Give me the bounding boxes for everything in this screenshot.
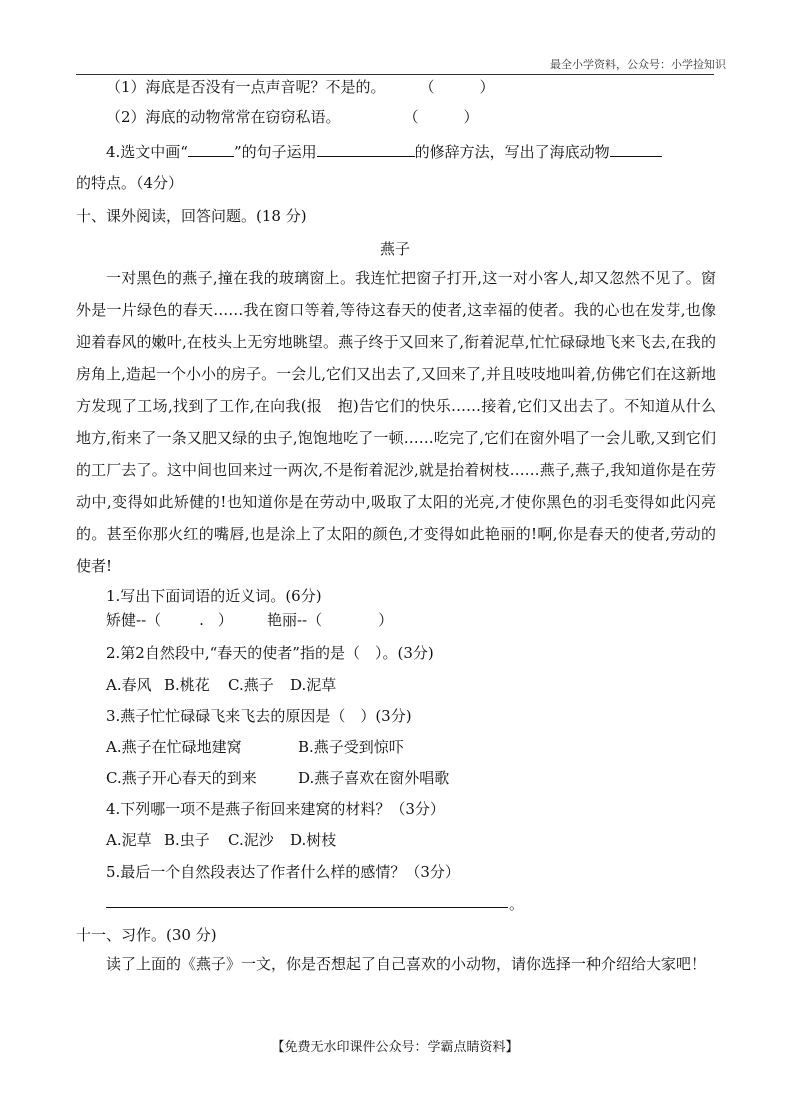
question-4-rhetoric: 4.选文中画“ ”的句子运用 的修辞方法，写出了海底动物 — [106, 142, 662, 162]
passage-title: 燕子 — [379, 240, 410, 258]
option-c[interactable]: C.泥沙 — [228, 831, 274, 849]
composition-prompt: 读了上面的《燕子》一文，你是否想起了自己喜欢的小动物，请你选择一种介绍给大家吧！ — [106, 955, 707, 973]
option-d[interactable]: D.树枝 — [290, 831, 337, 849]
section-10-heading: 十、课外阅读，回答问题。(18 分) — [76, 207, 307, 225]
answer-blank[interactable] — [188, 142, 234, 157]
option-b[interactable]: B.虫子 — [164, 831, 210, 849]
q1-answer-row: 矫健--（ . ） 艳丽--（ ） — [106, 611, 394, 629]
option-a[interactable]: A.燕子在忙碌地建窝 — [106, 738, 242, 756]
option-b[interactable]: B.桃花 — [164, 676, 210, 694]
option-a[interactable]: A.泥草 — [106, 831, 152, 849]
q3-options-row-2 — [106, 768, 449, 788]
q3-question: 3.燕子忙忙碌碌飞来飞去的原因是（ ）(3分) — [106, 707, 412, 725]
question-4-continued: 的特点。（4分） — [76, 174, 184, 192]
option-c[interactable]: C.燕子 — [228, 676, 274, 694]
header-note: 最全小学资料，公众号：小学捡知识 — [550, 58, 726, 71]
q4-question: 4.下列哪一项不是燕子衔回来建窝的材料？（3分） — [106, 800, 445, 818]
answer-period: 。 — [509, 895, 525, 913]
judgement-item-1: （1）海底是否没有一点声音呢？不是的。 （ ） — [106, 78, 495, 96]
answer-blank[interactable] — [317, 142, 415, 157]
answer-blank[interactable] — [610, 142, 662, 157]
q3-options-row-1 — [106, 737, 404, 757]
q2-options — [106, 675, 336, 695]
option-b[interactable]: B.燕子受到惊吓 — [298, 738, 404, 756]
judgement-item-2: （2）海底的动物常常在窃窃私语。 （ ） — [106, 108, 479, 126]
q1-synonyms: 1.写出下面词语的近义词。(6分) — [106, 587, 322, 605]
option-d[interactable]: D.燕子喜欢在窗外唱歌 — [298, 769, 450, 787]
q5-question: 5.最后一个自然段表达了作者什么样的感情？（3分） — [106, 863, 460, 881]
q4-options — [106, 830, 336, 850]
passage-text: 一对黑色的燕子,撞在我的玻璃窗上。我连忙把窗子打开,这一对小客人,却又忽然不见了。窗外是一片绿色的春天……我在窗口等着,等待这春天的使者,这幸福的使者。我的心也在发芽,也像迎着春风的嫩叶,在枝头上无穷地眺望。燕子终于又回来了,衔着泥草,忙忙碌碌地飞来飞去,在我的房角上,造起一个小小的房子。一会儿,它们又出去了,又回来了,并且吱吱地叫着,仿佛它们在这新地方发现了工场,找到了工作,在向我(报 抱)告它们的快乐……接着,它们又出去了。不知道从什么地方,衔来了一条又肥又绿的虫子,饱饱地吃了一顿……吃完了,它们在窗外唱了一会儿歌,又到它们的工厂去了。这中间也回来过一两次,不是衔着泥沙,就是抬着树枝……燕子,燕子,我知道你是在劳动中,变得如此矫健的!也知道你是在劳动中,吸取了太阳的光亮,才使你黑色的羽毛变得如此闪亮的。甚至你那火红的嘴唇,也是涂上了太阳的颜色,才变得如此艳丽的!啊,你是春天的使者,劳动的使者! — [76, 269, 716, 575]
q5-answer-line[interactable] — [106, 907, 508, 908]
option-a[interactable]: A.春风 — [106, 676, 152, 694]
footer-note: 【免费无水印课件公众号：学霸点睛资料】 — [271, 1040, 519, 1055]
option-d[interactable]: D.泥草 — [290, 676, 337, 694]
q2-question: 2.第2自然段中,“春天的使者”指的是（ ）。(3分) — [106, 644, 434, 662]
header-divider — [76, 74, 714, 75]
option-c[interactable]: C.燕子开心春天的到来 — [106, 769, 257, 787]
section-11-heading: 十一、习作。(30 分) — [76, 926, 217, 944]
